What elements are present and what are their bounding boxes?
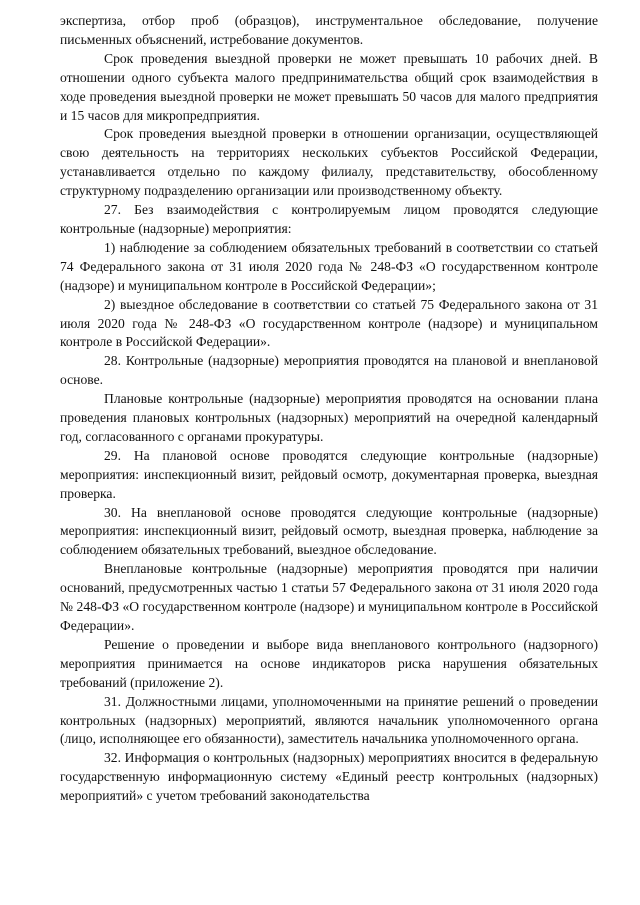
paragraph-multi-region-duration: Срок проведения выездной проверки в отношении организации, осуществляющей свою деятельность на территориях нескольких субъектов Российской Федерации, устанавливается отдельно по каждому филиалу, представительству, обособленному структурному подразделению организации или производственному объекту. xyxy=(60,126,598,199)
paragraph-clause-27: 27. Без взаимодействия с контролируемым лицом проводятся следующие контрольные (надзорные) мероприятия: xyxy=(60,202,598,236)
paragraph-planned-measures: Плановые контрольные (надзорные) мероприятия проводятся на основании плана проведения плановых контрольных (надзорных) мероприятий на очередной календарный год, согласованного с органами прокуратуры. xyxy=(60,391,598,444)
paragraph-clause-32: 32. Информация о контрольных (надзорных) мероприятиях вносится в федеральную государственную информационную систему «Единый реестр контрольных (надзорных) мероприятий» с учетом требований законодательства xyxy=(60,750,598,804)
paragraph-continuation: экспертиза, отбор проб (образцов), инструментальное обследование, получение письменных объяснений, истребование документов. xyxy=(60,13,598,47)
list-item-1: 1) наблюдение за соблюдением обязательных требований в соответствии со статьей 74 Федерального закона от 31 июля 2020 года № 248-ФЗ «О государственном контроле (надзоре) и муниципальном контроле в Российской Федерации»; xyxy=(60,239,598,293)
paragraph-clause-31: 31. Должностными лицами, уполномоченными на принятие решений о проведении контрольных (надзорных) мероприятий, являются начальник уполномоченного органа (лицо, исполняющее его обязанности), заместитель начальника уполномоченного органа. xyxy=(60,693,598,747)
paragraph-unplanned-grounds: Внеплановые контрольные (надзорные) мероприятия проводятся при наличии оснований, предусмотренных частью 1 статьи 57 Федерального закона от 31 июля 2020 года № 248-ФЗ «О государственном контроле (надзоре) и муниципальном контроле в Российской Федерации». xyxy=(60,561,598,633)
document-page xyxy=(60,12,598,806)
paragraph-clause-30: 30. На внеплановой основе проводятся следующие контрольные (надзорные) мероприятия: инспекционный визит, рейдовый осмотр, выездная проверка, наблюдение за соблюдением обязательных требований, выездное обследование. xyxy=(60,504,598,558)
paragraph-clause-28: 28. Контрольные (надзорные) мероприятия проводятся на плановой и внеплановой основе. xyxy=(60,353,598,388)
paragraph-inspection-duration: Срок проведения выездной проверки не может превышать 10 рабочих дней. В отношении одного субъекта малого предпринимательства общий срок взаимодействия в ходе проведения выездной проверки не может превышать 50 часов для малого предприятия и 15 часов для микропредприятия. xyxy=(60,50,598,123)
paragraph-unplanned-decision: Решение о проведении и выборе вида внепланового контрольного (надзорного) мероприятия принимается на основе индикаторов риска нарушения обязательных требований (приложение 2). xyxy=(60,636,598,690)
paragraph-clause-29: 29. На плановой основе проводятся следующие контрольные (надзорные) мероприятия: инспекционный визит, рейдовый осмотр, документарная проверка, выездная проверка. xyxy=(60,447,598,501)
list-item-2: 2) выездное обследование в соответствии со статьей 75 Федерального закона от 31 июля 2020 года № 248-ФЗ «О государственном контроле (надзоре) и муниципальном контроле в Российской Федерации». xyxy=(60,296,598,350)
